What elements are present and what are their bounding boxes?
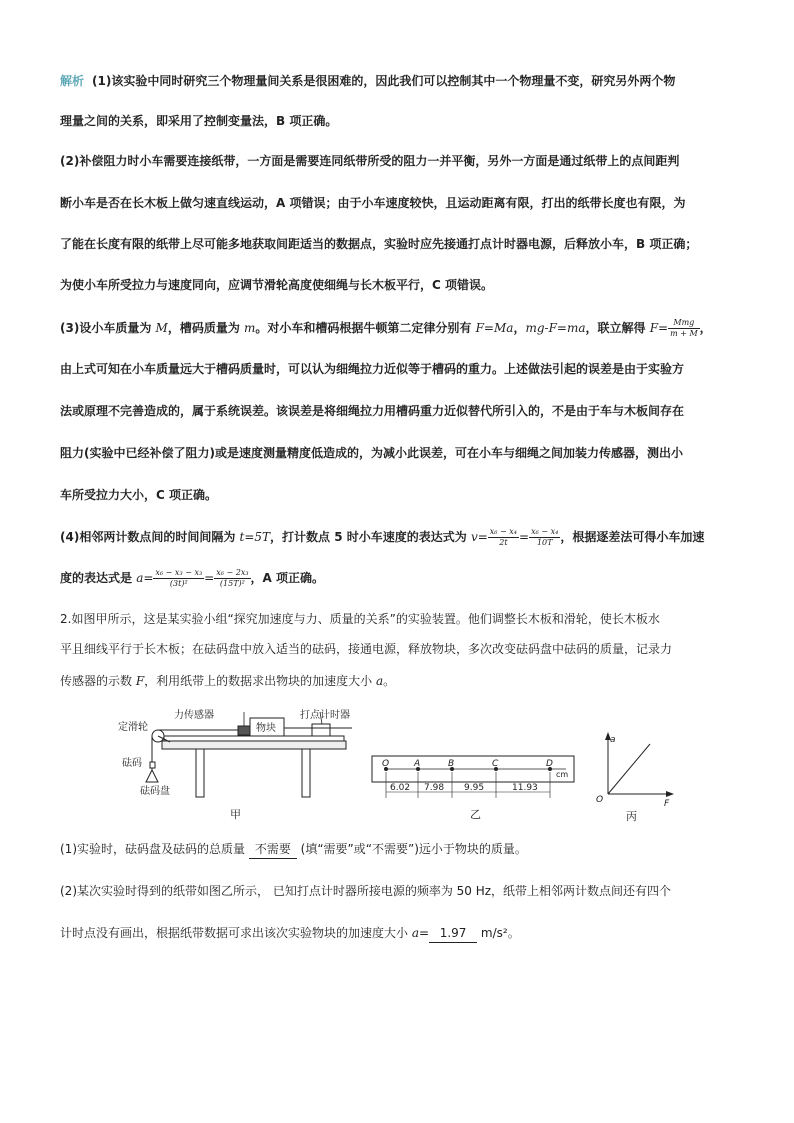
analysis-p1-line2: 理量之间的关系，即采用了控制变量法，B 项正确。 [60, 114, 338, 128]
label-pulley: 定滑轮 [118, 722, 148, 733]
figure-yi [366, 742, 582, 828]
analysis-p2-line2: 断小车是否在长木板上做匀速直线运动，A 项错误；由于小车速度较快，且运动距离有限，打出的纸带长度也有限，为 [60, 196, 686, 210]
q2-line2: 平且细线平行于长木板；在砝码盘中放入适当的砝码，接通电源，释放物块，多次改变砝码盘中砝码的质量，记录力 [60, 642, 673, 656]
caption-yi: 乙 [470, 808, 481, 821]
analysis-p3-line2: 由上式可知在小车质量远大于槽码质量时，可以认为细绳拉力近似等于槽码的重力。上述做法引起的误差是由于实验方 [60, 362, 685, 376]
p3-text-b: ，槽码质量为 [167, 321, 240, 335]
caption-jia: 甲 [230, 808, 241, 821]
p4-eq: = [519, 530, 530, 544]
sub1-answer: 不需要 [249, 840, 297, 859]
p4-frac1 [488, 527, 519, 548]
q2-sub2-line2 [60, 924, 740, 943]
analysis-p1-text: (1)该实验中同时研究三个物理量间关系是很困难的，因此我们可以控制其中一个物理量不变，研究另外两个物 [92, 74, 676, 88]
sub2-text-a: 计时点没有画出，根据纸带数据可求出该次实验物块的加速度大小 [60, 926, 409, 940]
p3-sep: ， [513, 321, 526, 335]
p3-frac-den: m + M [670, 329, 698, 338]
axis-a-label: a [610, 735, 616, 745]
sub2-unit: m/s² [480, 926, 508, 940]
p4-frac3 [153, 568, 204, 589]
p3-eq2: mg-F=ma [525, 321, 586, 335]
q2-sub2-line1: (2)某次实验时得到的纸带如图乙所示， 已知打点计时器所接电源的频率为 50 Hz，纸带上相邻两计数点间还有四个 [60, 884, 672, 898]
dist-BC: 9.95 [464, 783, 485, 793]
unit-cm: cm [556, 770, 569, 779]
p4-frac4-den: (15T)² [219, 579, 245, 588]
figure-jia [116, 706, 356, 826]
origin-label: O [596, 795, 604, 805]
analysis-p4-line2 [60, 568, 740, 589]
p4-frac1-den: 2t [499, 538, 508, 547]
apparatus-diagram [116, 706, 356, 822]
sub1-text-b: (填“需要”或“不需要”)远小于物块的质量。 [300, 842, 527, 856]
label-pan: 砝码盘 [140, 786, 170, 797]
dist-CD: 11.93 [512, 783, 538, 793]
p4-a: a= [136, 571, 154, 585]
caption-bing: 丙 [626, 810, 637, 823]
label-sensor: 力传感器 [174, 710, 214, 721]
q2-line1: 2.如图甲所示，这是某实验小组“探究加速度与力、质量的关系”的实验装置。他们调整长木板和滑轮，使长木板水 [60, 612, 660, 626]
q2-var-a: a [376, 674, 384, 688]
point-D: D [546, 759, 553, 769]
q2-line3 [60, 672, 740, 690]
point-O: O [382, 759, 390, 769]
point-B: B [448, 759, 455, 769]
p4-frac4-num: x₆ − 2x₃ [216, 568, 249, 577]
p3-text-a: (3)设小车质量为 [60, 321, 152, 335]
graph-a-F [592, 730, 676, 824]
p4-frac2-den: 10T [536, 538, 553, 547]
analysis-p2-line3: 了能在长度有限的纸带上尽可能多地获取间距适当的数据点，实验时应先接通打点计时器电源，后释放小车，B 项正确； [60, 237, 698, 251]
analysis-p1-line1 [60, 72, 740, 90]
p3-frac-num: Mmg [668, 318, 700, 329]
p4-frac4 [214, 568, 250, 589]
q2-text-c: 。 [383, 674, 396, 688]
sub2-var-a: a= [411, 926, 430, 940]
p3-var-m: m [244, 321, 256, 335]
p4-v: v= [470, 530, 488, 544]
p4-frac2 [529, 527, 560, 548]
point-A: A [414, 759, 421, 769]
sub1-text-a: (1)实验时，砝码盘及砝码的总质量 [60, 842, 245, 856]
p4-frac1-num: x₆ − x₄ [489, 527, 518, 536]
p3-text-d: ，联立解得 [585, 321, 646, 335]
p3-fraction [668, 318, 700, 339]
p4-eq2: = [204, 571, 215, 585]
p3-F: F= [649, 321, 669, 335]
p4-frac3-num: x₆ − x₃ − x₃ [155, 568, 203, 577]
point-C: C [492, 759, 499, 769]
p4-text-e: ，A 项正确。 [250, 571, 325, 585]
dist-AB: 7.98 [424, 783, 445, 793]
analysis-tag: 解析 [60, 74, 85, 88]
p4-t: t=5T [239, 530, 271, 544]
sub2-end: 。 [507, 926, 520, 940]
axis-F-label: F [664, 799, 670, 809]
analysis-p3-line1 [60, 318, 740, 339]
sub2-answer: 1.97 [429, 924, 477, 943]
p3-var-M: M [155, 321, 168, 335]
label-timer: 打点计时器 [300, 710, 350, 721]
p4-text-c: ，根据逐差法可得小车加速 [560, 530, 705, 544]
analysis-p2-line1: (2)补偿阻力时小车需要连接纸带，一方面是需要连同纸带所受的阻力一并平衡，另外一方面是通过纸带上的点间距判 [60, 154, 680, 168]
label-weight: 砝码 [122, 758, 142, 769]
q2-var-F: F [135, 674, 145, 688]
p4-frac2-num: x₆ − x₄ [531, 527, 559, 536]
p4-text-d: 度的表达式是 [60, 571, 133, 585]
q2-text-b: ，利用纸带上的数据求出物块的加速度大小 [144, 674, 373, 688]
dist-OA: 6.02 [390, 783, 411, 793]
p4-text-a: (4)相邻两计数点间的时间间隔为 [60, 530, 236, 544]
tape-diagram [366, 742, 582, 824]
p3-eq1: F=Ma [475, 321, 514, 335]
p3-text-c: 。对小车和槽码根据牛顿第二定律分别有 [255, 321, 472, 335]
analysis-p4-line1 [60, 527, 740, 548]
q2-sub1 [60, 840, 740, 859]
analysis-p2-line4: 为使小车所受拉力与速度同向，应调节滑轮高度使细绳与长木板平行，C 项错误。 [60, 278, 493, 292]
analysis-p3-line5: 车所受拉力大小，C 项正确。 [60, 488, 217, 502]
analysis-p3-line4: 阻力(实验中已经补偿了阻力)或是速度测量精度低造成的，为减小此误差，可在小车与细绳之间加装力传感器，测出小 [60, 446, 683, 460]
p4-text-b: ，打计数点 5 时小车速度的表达式为 [270, 530, 467, 544]
p4-frac3-den: (3t)² [169, 579, 188, 588]
q2-text-a: 传感器的示数 [60, 674, 133, 688]
p3-text-e: ， [699, 321, 712, 335]
analysis-p3-line3: 法或原理不完善造成的，属于系统误差。该误差是将细绳拉力用槽码重力近似替代所引入的，不是由于车与木板间存在 [60, 404, 685, 418]
figure-bing [592, 730, 676, 828]
label-block: 物块 [256, 723, 276, 734]
